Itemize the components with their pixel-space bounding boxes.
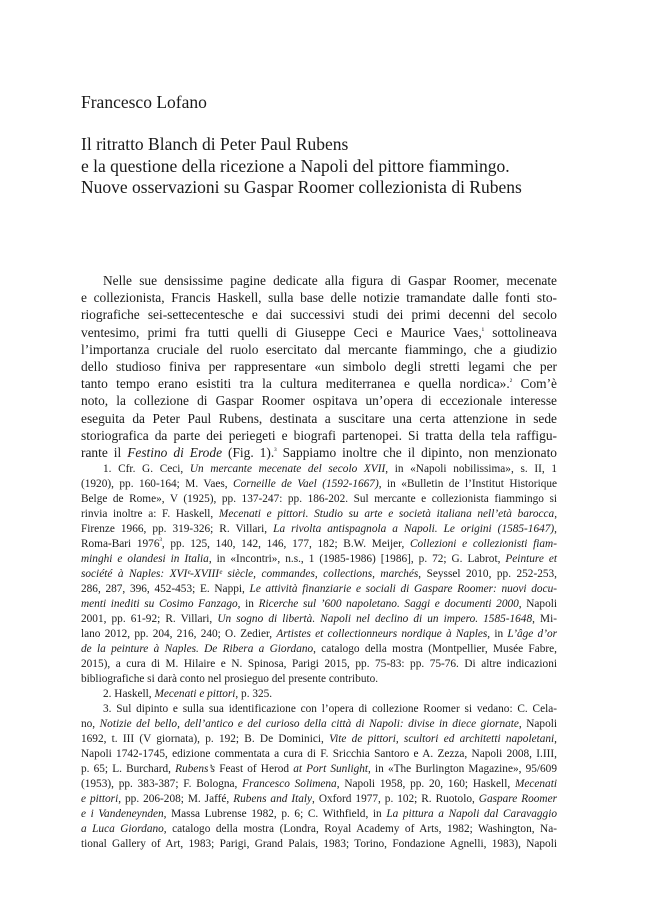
body-line: e collezionista, Francis Haskell, sulla base delle notizie tramandate dalle fonti sto- — [81, 290, 557, 306]
footnote-line: no, Notizie del bello, dell’antico e del curioso della città di Napoli: divise in diece giornate, Napoli — [81, 718, 557, 730]
body-line: l’importanza cruciale del ruolo esercitato dal mercante fiammingo, che a giudizio — [81, 341, 557, 357]
footnote-line: minghi e olandesi in Italia, in «Incontri», n.s., 1 (1985-1986) [1986], p. 72; G. Labrot, Peinture et — [81, 553, 557, 565]
title-line: e la questione della ricezione a Napoli del pittore fiammingo. — [81, 155, 510, 176]
body-line: dello studioso finiva per rappresentare «un simbolo degli stretti legami che per — [81, 358, 557, 374]
footnote-line: (1920), pp. 160-164; M. Vaes, Corneille de Vael (1592-1667), in «Bulletin de l’Institut Historique — [81, 478, 558, 490]
title-line: Il ritratto Blanch di Peter Paul Rubens — [81, 134, 349, 154]
author-name: Francesco Lofano — [81, 92, 207, 112]
body-line: tanto tempo erano esistiti tra la cultura mediterranea e quella nordica».$^{^2}$ Com’è — [81, 376, 557, 392]
footnote-line: Firenze 1966, pp. 319-326; R. Villari, La rivolta antispagnola a Napoli. Le origini (1585-1647), — [81, 523, 557, 535]
body-line: ventesimo, primi fra tutti quelli di Giuseppe Ceci e Maurice Vaes,$^{^1}$ sottolineava — [81, 324, 558, 340]
body-line: storiografica da parte dei periegeti e biografi partenopei. Si tratta della tela raffigu- — [81, 427, 557, 443]
footnote-line: tional Gallery of Art, 1983; Parigi, Grand Palais, 1983; Torino, Fondazione Agnelli, 1983), Napoli — [81, 838, 557, 850]
body-line: riografiche sei-settecentesche e dai successivi studi dei primi decenni del secolo — [81, 307, 557, 323]
footnote-line: 2001, pp. 61-92; R. Villari, Un sogno di libertà. Napoli nel declino di un impero. 1585-1648, Mi- — [81, 613, 557, 625]
body-line: eseguita da Peter Paul Rubens, destinata a suscitare una certa attenzione in sede — [81, 410, 557, 426]
footnote-line: bibliografiche si darà conto nel prosieguo del presente contributo. — [81, 673, 379, 685]
footnote-line: Roma-Bari $1976^{^3}$, pp. 125, 140, 142, 146, 177, 182; B.W. Meijer, Collezioni e collezionisti fiam- — [81, 536, 557, 550]
footnote-line: 3. Sul dipinto e sulla sua identificazione con l’opera di collezione Roomer si vedano: C. Cela- — [103, 703, 557, 715]
article-title — [81, 134, 581, 199]
body-text — [81, 272, 557, 461]
footnote-line: Belge de Rome», V (1925), pp. 137-247: pp. 186-202. Sul mercante e collezionista fiammingo si — [81, 493, 557, 505]
footnote-line: e i Vandeneynden, Massa Lubrense 1982, p. 6; C. Withfield, in La pittura a Napoli dal Caravaggio — [81, 808, 557, 820]
footnote-line: p. 65; L. Burchard, Rubens’s Feast of Herod at Port Sunlight, in «The Burlington Magazine», 95/609 — [81, 763, 557, 775]
footnote-line: 1. Cfr. G. Ceci, Un mercante mecenate del secolo XVII, in «Napoli nobilissima», s. II, 1 — [103, 463, 557, 475]
footnote-line: menti inediti su Cosimo Fanzago, in Ricerche sul ’600 napoletano. Saggi e documenti 2000, Napoli — [81, 598, 557, 610]
body-line: rante il Festino di Erode (Fig. 1).$^{^3}$ Sappiamo inoltre che il dipinto, non menzionato — [81, 444, 557, 460]
footnote-line: 286, 287, 396, 452-453; E. Nappi, Le attività finanziarie e sociali di Gaspare Roomer: nuovi docu- — [81, 583, 557, 595]
footnote-line: société à Naples: XVIᵉ-XVIIIᵉ siècle, commandes, collections, marchés, Seyssel 2010, pp. 252-253, — [81, 568, 557, 580]
footnotes — [81, 462, 557, 852]
footnote-line: 2015), a cura di M. Hilaire e N. Spinosa, Parigi 2015, pp. 75-83: pp. 75-76. Di altre indicazioni — [81, 658, 557, 670]
footnote-line: rinvia inoltre a: F. Haskell, Mecenati e pittori. Studio su arte e società italiana nell’età barocca, — [81, 508, 558, 520]
footnote-line: e pittori, pp. 206-208; M. Jaffé, Rubens and Italy, Oxford 1977, p. 102; R. Ruotolo, Gaspare Roomer — [81, 793, 557, 805]
footnote-line: 2. Haskell, Mecenati e pittori, p. 325. — [103, 688, 273, 700]
body-line: noto, la collezione di Gaspar Roomer ospitava un’opera di eccezionale interesse — [81, 393, 557, 409]
footnote-line: a Luca Giordano, catalogo della mostra (Londra, Royal Academy of Arts, 1982; Washington, Na- — [81, 823, 557, 835]
title-line: Nuove osservazioni su Gaspar Roomer collezionista di Rubens — [81, 177, 522, 197]
footnote-line: 1692, t. III (V giornata), p. 192; B. De Dominici, Vite de pittori, scultori ed architetti napoletani, — [81, 733, 557, 745]
footnote-line: Napoli 1742-1745, edizione commentata a cura di F. Sricchia Santoro e A. Zezza, Napoli 2008, I.III, — [81, 748, 557, 760]
footnote-line: lano 2012, pp. 204, 216, 240; O. Zedier, Artistes et collectionneurs nordique à Naples, in L’âge d’or — [81, 628, 558, 640]
body-line: Nelle sue densissime pagine dedicate alla figura di Gaspar Roomer, mecenate — [103, 273, 557, 288]
footnote-line: de la peinture à Naples. De Ribera a Giordano, catalogo della mostra (Montpellier, Musée Fabre, — [81, 643, 557, 655]
footnote-line: (1953), pp. 383-387; F. Bologna, Francesco Solimena, Napoli 1958, pp. 20, 160; Haskell, Mecenati — [81, 778, 557, 790]
